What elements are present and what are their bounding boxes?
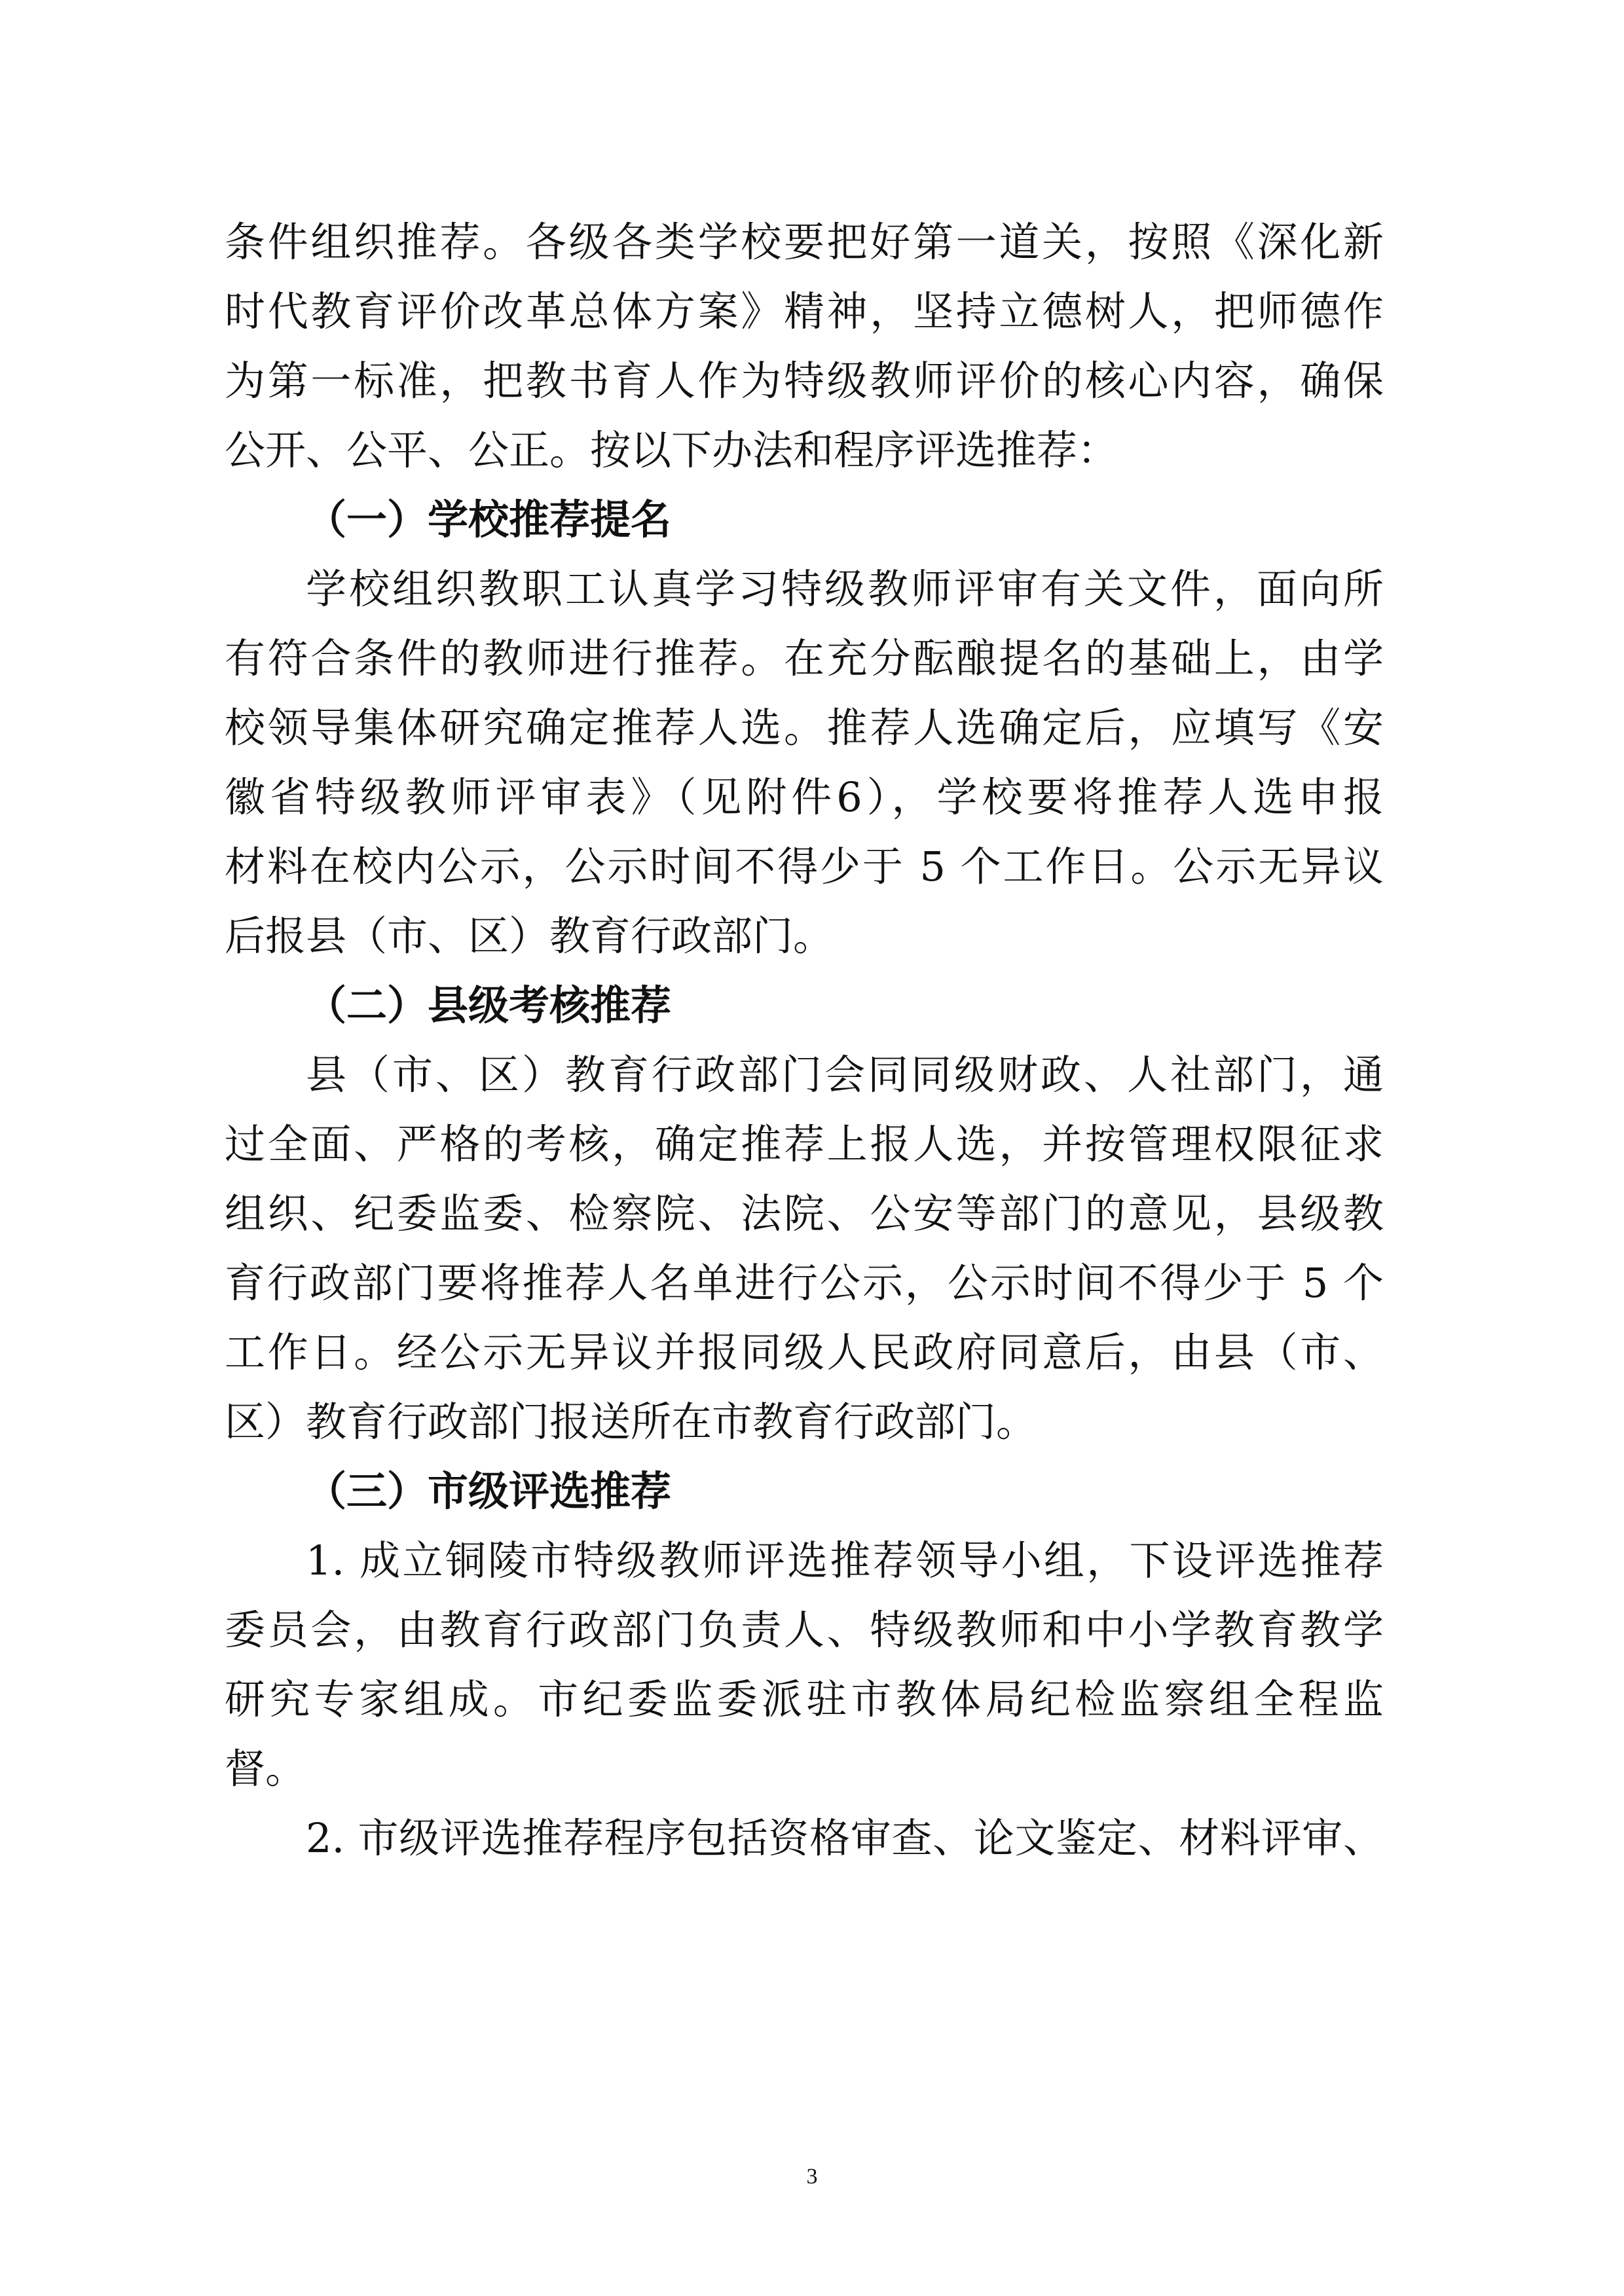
paragraph-line: 过全面、严格的考核，确定推荐上报人选，并按管理权限征求 [225,1120,1384,1168]
section-heading-county-review: （二）县级考核推荐 [306,981,672,1029]
paragraph-line: 学校组织教职工认真学习特级教师评审有关文件，面向所 [306,565,1384,613]
paragraph-line: 徽省特级教师评审表》（见附件6），学校要将推荐人选申报 [225,773,1384,821]
paragraph-line: 组织、纪委监委、检察院、法院、公安等部门的意见，县级教 [225,1190,1384,1237]
paragraph-line: 时代教育评价改革总体方案》精神，坚持立德树人，把师德作 [225,287,1384,335]
paragraph-line: 公开、公平、公正。按以下办法和程序评选推荐： [225,426,1118,474]
paragraph-line: 后报县（市、区）教育行政部门。 [225,912,834,960]
paragraph-line: 育行政部门要将推荐人名单进行公示，公示时间不得少于 5 个 [225,1259,1384,1307]
paragraph-line: 区）教育行政部门报送所在市教育行政部门。 [225,1398,1037,1446]
paragraph-line: 督。 [225,1745,306,1793]
paragraph-line: 材料在校内公示，公示时间不得少于 5 个工作日。公示无异议 [225,843,1384,890]
section-heading-school-nomination: （一）学校推荐提名 [306,496,672,543]
paragraph-line: 委员会，由教育行政部门负责人、特级教师和中小学教育教学 [225,1606,1384,1654]
page-number: 3 [806,2164,818,2189]
paragraph-line: 为第一标准，把教书育人作为特级教师评价的核心内容，确保 [225,357,1384,405]
section-heading-city-selection: （三）市级评选推荐 [306,1467,672,1515]
paragraph-line: 条件组织推荐。各级各类学校要把好第一道关，按照《深化新 [225,218,1384,266]
paragraph-line: 有符合条件的教师进行推荐。在充分酝酿提名的基础上，由学 [225,634,1384,682]
paragraph-line: 2. 市级评选推荐程序包括资格审查、论文鉴定、材料评审、 [306,1814,1384,1862]
paragraph-line: 县（市、区）教育行政部门会同同级财政、人社部门，通 [306,1051,1384,1099]
paragraph-line: 1. 成立铜陵市特级教师评选推荐领导小组，下设评选推荐 [306,1537,1384,1584]
paragraph-line: 校领导集体研究确定推荐人选。推荐人选确定后，应填写《安 [225,704,1384,752]
paragraph-line: 工作日。经公示无异议并报同级人民政府同意后，由县（市、 [225,1328,1384,1376]
paragraph-line: 研究专家组成。市纪委监委派驻市教体局纪检监察组全程监 [225,1675,1384,1723]
